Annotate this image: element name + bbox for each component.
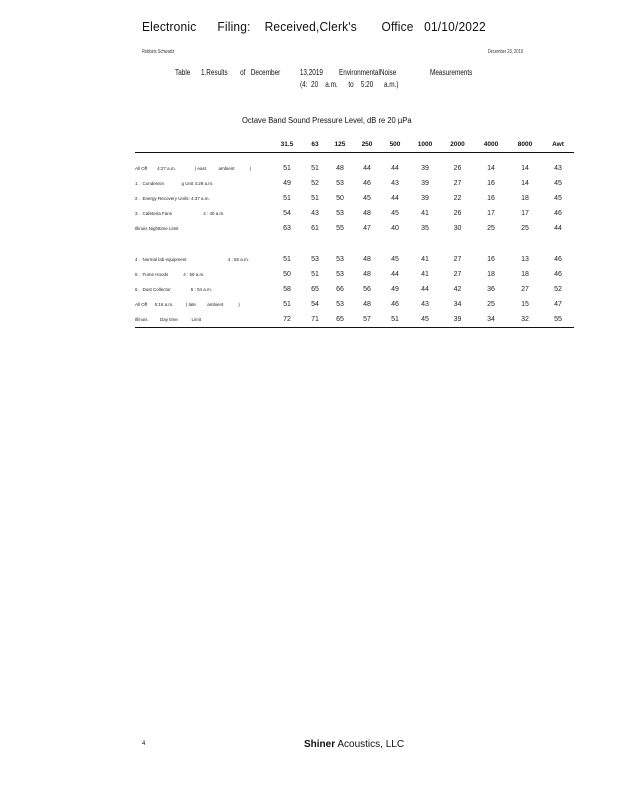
cell: 45 xyxy=(554,180,562,187)
cell: 49 xyxy=(283,180,291,187)
cell: 41 xyxy=(421,271,429,278)
header-row xyxy=(135,137,574,153)
row-label: All Off 5:16 a.m. ( late ambient ) xyxy=(135,302,240,307)
cell: 34 xyxy=(453,301,462,308)
cell: 48 xyxy=(363,210,371,217)
cell: 18 xyxy=(521,271,529,278)
table-row xyxy=(135,191,574,206)
cell: 43 xyxy=(554,165,562,172)
cell: 58 xyxy=(283,286,291,293)
cell: 44 xyxy=(391,271,399,278)
table-row xyxy=(135,252,574,267)
spacer-row xyxy=(135,153,574,162)
cell: 43 xyxy=(311,210,319,217)
cell: 44 xyxy=(391,195,399,202)
column-header: 31.5 xyxy=(271,137,303,153)
cell: 22 xyxy=(453,195,462,202)
page-number: 4 xyxy=(142,741,146,747)
company-footer xyxy=(304,739,404,750)
cell: 27 xyxy=(453,180,462,187)
cell: 54 xyxy=(283,210,291,217)
cell: 44 xyxy=(363,165,371,172)
cell: 25 xyxy=(487,301,495,308)
cell: 39 xyxy=(421,165,429,172)
cell: 51 xyxy=(381,312,409,328)
filing-stamp: Electronic Filing: Received,Clerk's Office 01/10/2022 xyxy=(142,19,486,34)
cell: 34 xyxy=(474,312,508,328)
cell: 57 xyxy=(353,312,381,328)
cell: 30 xyxy=(453,225,462,232)
cell: 27 xyxy=(521,286,529,293)
cell: 43 xyxy=(391,180,399,187)
cell: 27 xyxy=(453,271,462,278)
column-header: 8000 xyxy=(508,137,542,153)
cell: 65 xyxy=(327,312,353,328)
cell: 46 xyxy=(391,301,399,308)
cell: 26 xyxy=(453,210,462,217)
cell: 42 xyxy=(453,286,462,293)
column-header: 500 xyxy=(381,137,409,153)
cell: 44 xyxy=(421,286,429,293)
cell: 44 xyxy=(391,165,399,172)
cell: 46 xyxy=(554,271,562,278)
cell: 46 xyxy=(363,180,371,187)
cell: 13 xyxy=(521,256,529,263)
cell: 51 xyxy=(283,195,291,202)
cell: 36 xyxy=(487,286,495,293)
cell: 48 xyxy=(336,165,344,172)
cell: 50 xyxy=(336,195,344,202)
cell: 17 xyxy=(487,210,495,217)
cell: 53 xyxy=(336,271,344,278)
cell: 27 xyxy=(453,256,462,263)
cell: 51 xyxy=(311,271,319,278)
table-row xyxy=(135,176,574,191)
cell: 18 xyxy=(487,271,495,278)
header-label-cell xyxy=(135,137,271,153)
cell: 39 xyxy=(421,195,429,202)
cell: 48 xyxy=(363,271,371,278)
cell: 45 xyxy=(391,256,399,263)
cell: 49 xyxy=(391,286,399,293)
row-label: All Off 4:27 a.m. ( east ambient ) xyxy=(135,166,251,171)
table-row xyxy=(135,267,574,282)
cell: 47 xyxy=(363,225,371,232)
cell: 15 xyxy=(521,301,529,308)
cell: 14 xyxy=(521,180,529,187)
cell: 16 xyxy=(487,180,495,187)
cell: 40 xyxy=(391,225,399,232)
row-label: 6 . Dust Collector 5 : 04 a.m. xyxy=(135,287,213,292)
cell: 17 xyxy=(521,210,529,217)
document-date: December 23, 2019 xyxy=(487,49,523,55)
table-row xyxy=(135,161,574,176)
cell: 47 xyxy=(554,301,562,308)
cell: 14 xyxy=(521,165,529,172)
cell: 65 xyxy=(311,286,319,293)
cell: 39 xyxy=(441,312,474,328)
cell: 46 xyxy=(554,210,562,217)
cell: 52 xyxy=(554,286,562,293)
table-row xyxy=(135,297,574,312)
company-name-rest: Acoustics, LLC xyxy=(335,739,405,750)
cell: 61 xyxy=(311,225,319,232)
table-title: Table 1.Results of December 13,2019 EnvironmentalNoise Measurements xyxy=(175,68,473,77)
cell: 72 xyxy=(271,312,303,328)
cell: 18 xyxy=(521,195,529,202)
cell: 71 xyxy=(303,312,327,328)
cell: 25 xyxy=(487,225,495,232)
table-row xyxy=(135,221,574,236)
cell: 48 xyxy=(363,256,371,263)
cell: 53 xyxy=(336,301,344,308)
row-label: 1 . Condensin g Unit 4:29 a.m. xyxy=(135,181,214,186)
cell: 55 xyxy=(336,225,344,232)
cell: 45 xyxy=(363,195,371,202)
cell: 51 xyxy=(311,195,319,202)
row-label: 5 . Fume Hoods 4 : 59 a.m. xyxy=(135,272,205,277)
cell: 41 xyxy=(421,210,429,217)
measurements-table xyxy=(135,137,574,328)
spacer-row xyxy=(135,236,574,244)
cell: 16 xyxy=(487,195,495,202)
cell: 16 xyxy=(487,256,495,263)
cell: 63 xyxy=(283,225,291,232)
cell: 51 xyxy=(283,256,291,263)
column-header: 1000 xyxy=(409,137,441,153)
company-name-bold: Shiner xyxy=(304,739,336,750)
cell: 32 xyxy=(508,312,542,328)
cell: 14 xyxy=(487,165,495,172)
row-label: 4 . Normal lab equipment 4 : 55 a.m. xyxy=(135,257,250,262)
cell: 26 xyxy=(453,165,462,172)
cell: 45 xyxy=(554,195,562,202)
cell: 54 xyxy=(311,301,319,308)
cell: 41 xyxy=(421,256,429,263)
table-row xyxy=(135,282,574,297)
column-header: 4000 xyxy=(474,137,508,153)
author-name: Robbins Schwartz xyxy=(142,49,175,55)
row-label: 2 . Energy Recovery Units: 4:37 a.m. xyxy=(135,196,210,201)
cell: 53 xyxy=(336,210,344,217)
spacer-row xyxy=(135,244,574,252)
cell: 39 xyxy=(421,180,429,187)
cell: 66 xyxy=(336,286,344,293)
cell: 35 xyxy=(421,225,429,232)
cell: 25 xyxy=(521,225,529,232)
cell: 45 xyxy=(391,210,399,217)
table-row xyxy=(135,206,574,221)
cell: 53 xyxy=(311,256,319,263)
cell: 43 xyxy=(421,301,429,308)
cell: 51 xyxy=(283,301,291,308)
octave-band-heading: Octave Band Sound Pressure Level, dB re 20 µPa xyxy=(242,116,412,125)
column-header: 250 xyxy=(353,137,381,153)
cell: 50 xyxy=(283,271,291,278)
cell: 44 xyxy=(554,225,562,232)
table-time-range: (4: 20 a.m. to 5:20 a.m.) xyxy=(300,80,399,89)
row-label: Illinois Day time Limit xyxy=(135,312,271,328)
cell: 51 xyxy=(311,165,319,172)
column-header: 125 xyxy=(327,137,353,153)
cell: 45 xyxy=(409,312,441,328)
table-row xyxy=(135,312,574,328)
column-header: 2000 xyxy=(441,137,474,153)
cell: 46 xyxy=(554,256,562,263)
cell: 48 xyxy=(363,301,371,308)
cell: 53 xyxy=(336,256,344,263)
row-label: 3 . Cafeteria Fans 4 : 40 a.m. xyxy=(135,211,225,216)
cell: 53 xyxy=(336,180,344,187)
cell: 51 xyxy=(283,165,291,172)
column-header: Awt xyxy=(542,137,574,153)
column-header: 63 xyxy=(303,137,327,153)
row-label: Illinois Nighttime Limit xyxy=(135,226,179,231)
cell: 52 xyxy=(311,180,319,187)
cell: 56 xyxy=(363,286,371,293)
cell: 55 xyxy=(542,312,574,328)
